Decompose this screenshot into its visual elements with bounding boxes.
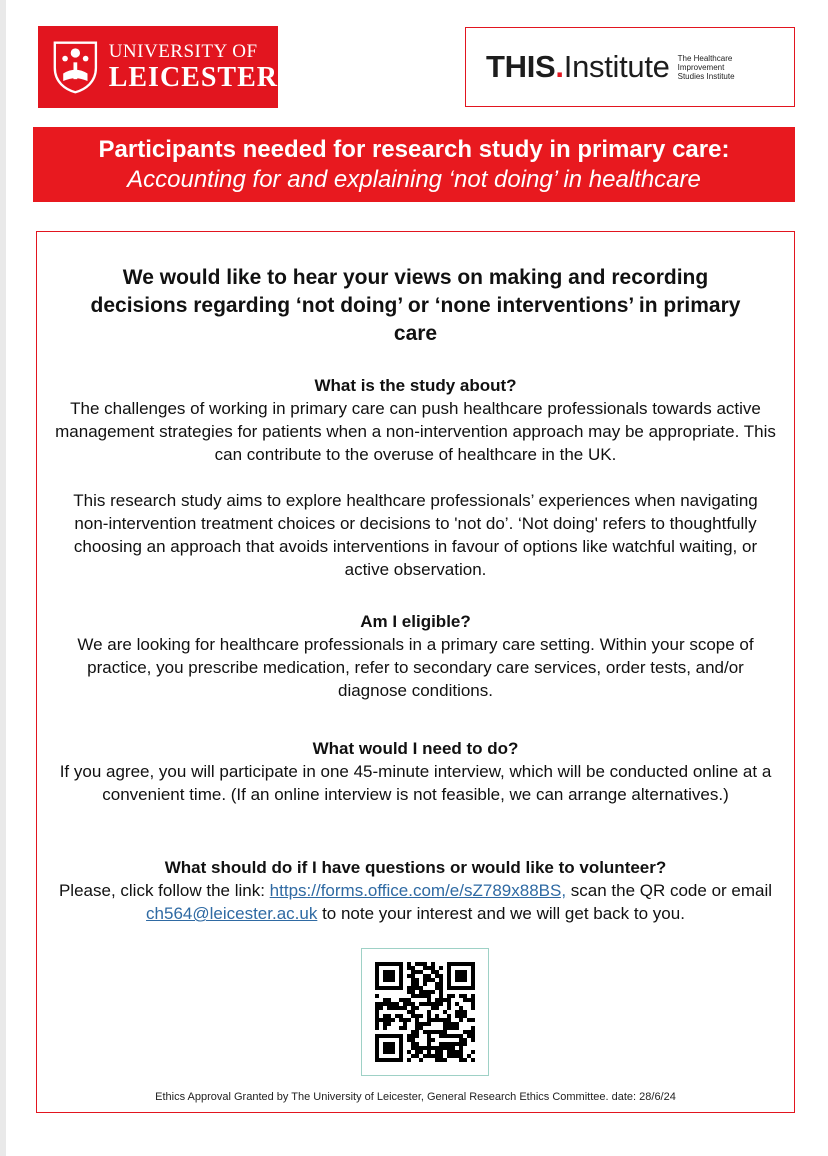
study-paragraph-2: This research study aims to explore healthcare professionals’ experiences when navigating non-intervention treatment choices or decisions to 'not do’. ‘Not doing' refers to thoughtfully choosing an approach that avoids interventions in favour of options like watchful waiting, or active observation.: [73, 491, 758, 579]
page-edge: [0, 0, 6, 1156]
tagline-line: Improvement: [677, 62, 725, 72]
this-institute-logo: [465, 27, 795, 107]
banner-subtitle: Accounting for and explaining ‘not doing’ in healthcare: [127, 166, 701, 193]
tagline-line: Studies Institute: [677, 71, 735, 81]
this-word: THIS: [486, 49, 556, 84]
university-of-leicester-logo: [38, 26, 278, 108]
this-dot: .: [555, 49, 564, 84]
qr-code-graphic: [362, 949, 488, 1075]
todo-text: If you agree, you will participate in one 45-minute interview, which will be conducted online at a convenient time. (If an online interview is not feasible, we can arrange alternatives.): [59, 762, 772, 804]
form-link[interactable]: https://forms.office.com/e/sZ789x88BS,: [269, 881, 567, 900]
this-institute-wordmark: [486, 49, 670, 85]
qr-code[interactable]: [361, 948, 489, 1076]
study-section: [39, 374, 792, 581]
institute-word: Institute: [563, 49, 670, 84]
shield-icon: [52, 38, 99, 96]
banner-title: Participants needed for research study in primary care:: [98, 136, 730, 163]
todo-section: [39, 737, 792, 806]
contact-text-mid: scan the QR code or email: [566, 881, 773, 900]
this-institute-tagline: [678, 54, 758, 81]
content-box: [36, 231, 795, 1113]
study-heading: What is the study about?: [314, 376, 517, 395]
university-logo-line2: LEICESTER: [108, 62, 278, 93]
contact-text: [39, 879, 792, 925]
title-banner: [33, 127, 795, 202]
todo-heading: What would I need to do?: [312, 739, 519, 758]
email-link[interactable]: ch564@leicester.ac.uk: [146, 904, 318, 923]
study-paragraph-1: The challenges of working in primary care can push healthcare professionals towards active management strategies for patients when a non-intervention approach may be appropriate. This can contribute to the overuse of healthcare in the UK.: [55, 399, 776, 464]
eligibility-section: [39, 610, 792, 702]
contact-section: [39, 856, 792, 925]
contact-text-after: to note your interest and we will get back to you.: [317, 904, 685, 923]
contact-text-before: Please, click follow the link:: [58, 881, 270, 900]
eligibility-text: We are looking for healthcare professionals in a primary care setting. Within your scope of practice, you prescribe medication, refer to secondary care services, order tests, and/or diagnose conditions.: [77, 635, 754, 700]
ethics-footer: Ethics Approval Granted by The University of Leicester, General Research Ethics Committee. date: 28/6/24: [155, 1091, 676, 1103]
tagline-line: The Healthcare: [677, 53, 733, 63]
university-logo-line1: UNIVERSITY OF: [108, 41, 258, 62]
headline: We would like to hear your views on making and recording decisions regarding ‘not doing’ or ‘none interventions’ in primary care: [90, 266, 741, 345]
eligibility-heading: Am I eligible?: [360, 612, 471, 631]
contact-heading: What should do if I have questions or would like to volunteer?: [164, 858, 667, 877]
